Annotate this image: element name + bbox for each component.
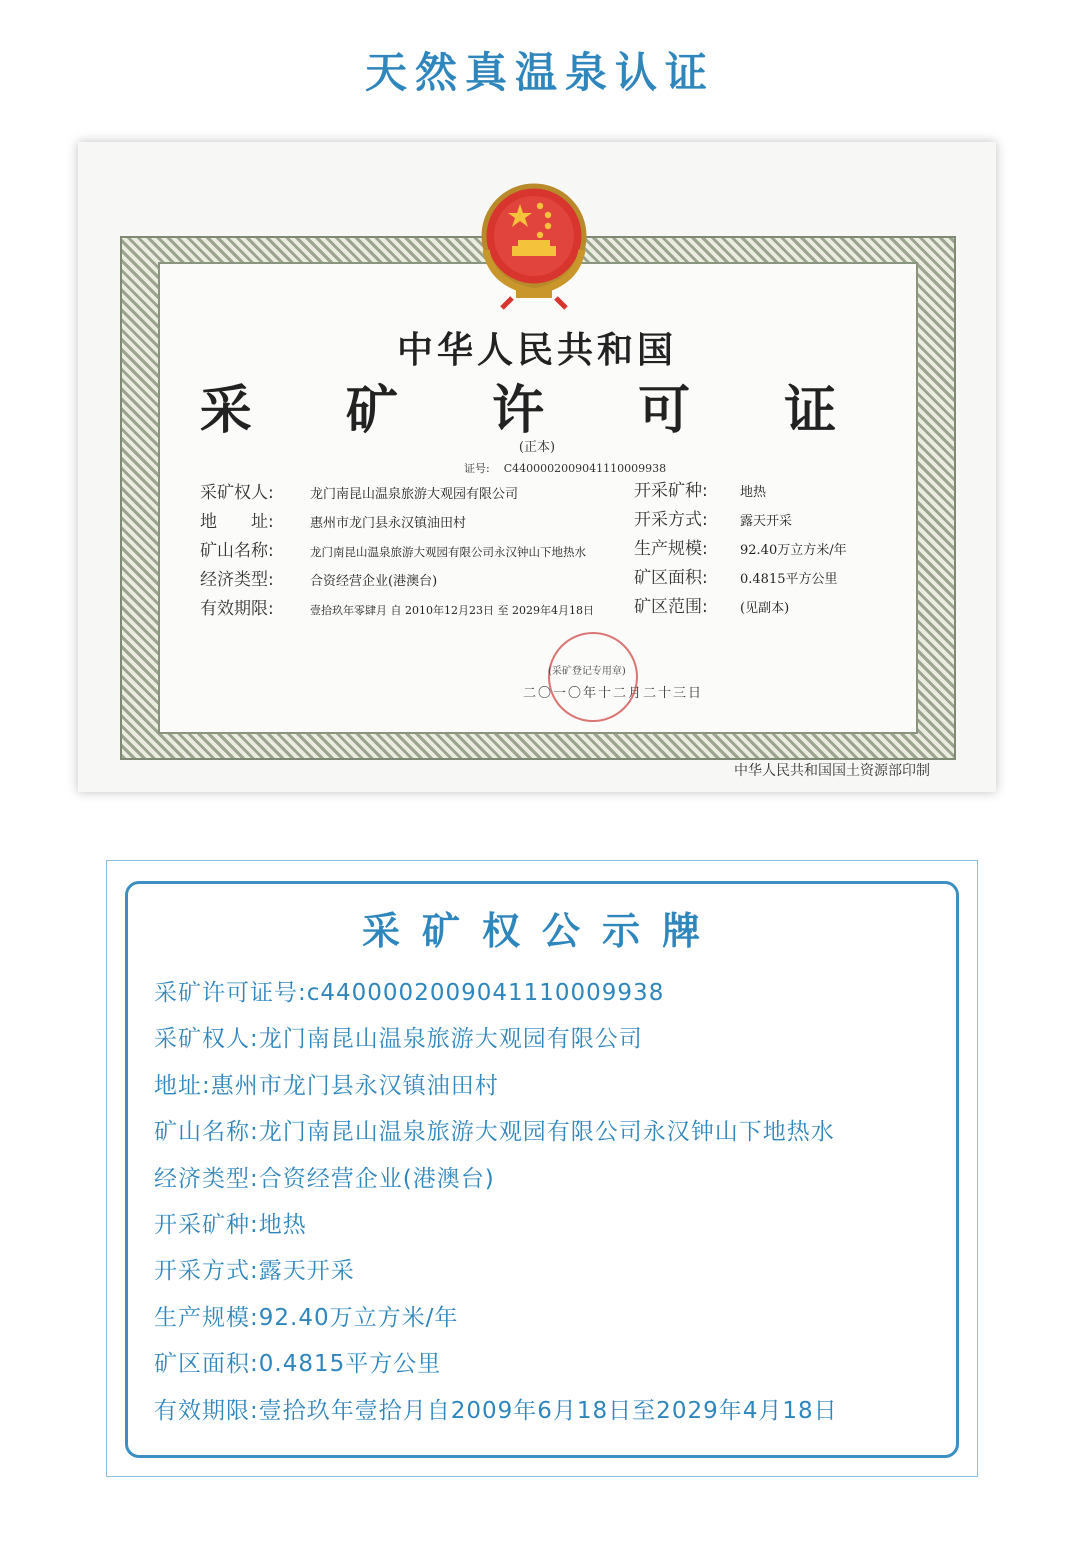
field-value: 壹拾玖年零肆月 自 2010年12月23日 至 2029年4月18日 [310, 604, 594, 617]
field-label: 地 址: [200, 512, 274, 532]
notice-board-frame [125, 881, 959, 1458]
field-value: 龙门南昆山温泉旅游大观园有限公司 [310, 487, 519, 502]
field-label: 经济类型: [200, 570, 274, 590]
notice-line-license-no: 采矿许可证号:c4400002009041110009938 [154, 980, 665, 1006]
certificate-field-area [634, 563, 838, 588]
page-title: 天然真温泉认证 [364, 48, 715, 97]
certificate-field-method [634, 505, 792, 530]
field-value: 合资经营企业(港澳台) [310, 574, 438, 589]
field-label: 开采方式: [634, 510, 708, 530]
notice-line-area: 矿区面积:0.4815平方公里 [154, 1351, 442, 1378]
certificate-field-address [200, 507, 466, 532]
field-label: 有效期限: [200, 599, 274, 619]
notice-line-scale: 生产规模:92.40万立方米/年 [154, 1304, 459, 1331]
notice-line-holder: 采矿权人:龙门南昆山温泉旅游大观园有限公司 [154, 1026, 643, 1053]
notice-line-mine-name: 矿山名称:龙门南昆山温泉旅游大观园有限公司永汉钟山下地热水 [154, 1119, 835, 1146]
certificate-field-economic-type [200, 565, 437, 590]
notice-title: 采矿权公示牌 [361, 909, 722, 953]
field-value: (见副本) [740, 601, 790, 616]
field-value: 地热 [740, 485, 767, 500]
certificate-field-mineral [634, 476, 766, 501]
certificate-number [464, 460, 666, 476]
certificate-country: 中华人民共和国 [396, 330, 677, 371]
field-label: 采矿权人: [200, 483, 274, 503]
certificate-printer: 中华人民共和国国土资源部印制 [734, 763, 930, 779]
certificate-field-validity [200, 594, 594, 619]
national-emblem-icon [472, 180, 596, 310]
certificate-field-holder [200, 478, 518, 503]
seal-text: (采矿登记专用章) [548, 666, 626, 677]
certificate-field-scale [634, 534, 847, 559]
certificate-photo [78, 142, 996, 792]
certificate-edition: (正本) [518, 440, 556, 455]
field-value: 0.4815平方公里 [740, 572, 838, 587]
field-value: 92.40万立方米/年 [740, 543, 847, 558]
seal-date: 二〇一〇年十二月二十三日 [523, 686, 704, 701]
official-seal-icon [548, 632, 638, 722]
certificate-number-value: C4400002009041110009938 [503, 462, 667, 475]
field-value: 龙门南昆山温泉旅游大观园有限公司永汉钟山下地热水 [310, 545, 586, 559]
notice-board [106, 860, 978, 1477]
notice-list [154, 970, 838, 1434]
certificate-number-label: 证号: [464, 462, 490, 475]
notice-line-method: 开采方式:露天开采 [154, 1258, 355, 1285]
certificate-field-mine-name [200, 536, 586, 561]
field-label: 矿山名称: [200, 541, 274, 561]
field-value: 惠州市龙门县永汉镇油田村 [310, 516, 467, 531]
notice-line-address: 地址:惠州市龙门县永汉镇油田村 [154, 1072, 499, 1099]
field-label: 生产规模: [634, 539, 708, 559]
field-label: 开采矿种: [634, 481, 708, 501]
certificate-field-range [634, 592, 789, 617]
field-label: 矿区面积: [634, 568, 708, 588]
notice-line-mineral: 开采矿种:地热 [154, 1211, 307, 1238]
certificate-title: 采 矿 许 可 证 [199, 380, 875, 441]
notice-line-economic-type: 经济类型:合资经营企业(港澳台) [154, 1165, 495, 1192]
field-value: 露天开采 [740, 514, 793, 529]
notice-line-validity: 有效期限:壹拾玖年壹拾月自2009年6月18日至2029年4月18日 [154, 1397, 838, 1424]
field-label: 矿区范围: [634, 597, 708, 617]
